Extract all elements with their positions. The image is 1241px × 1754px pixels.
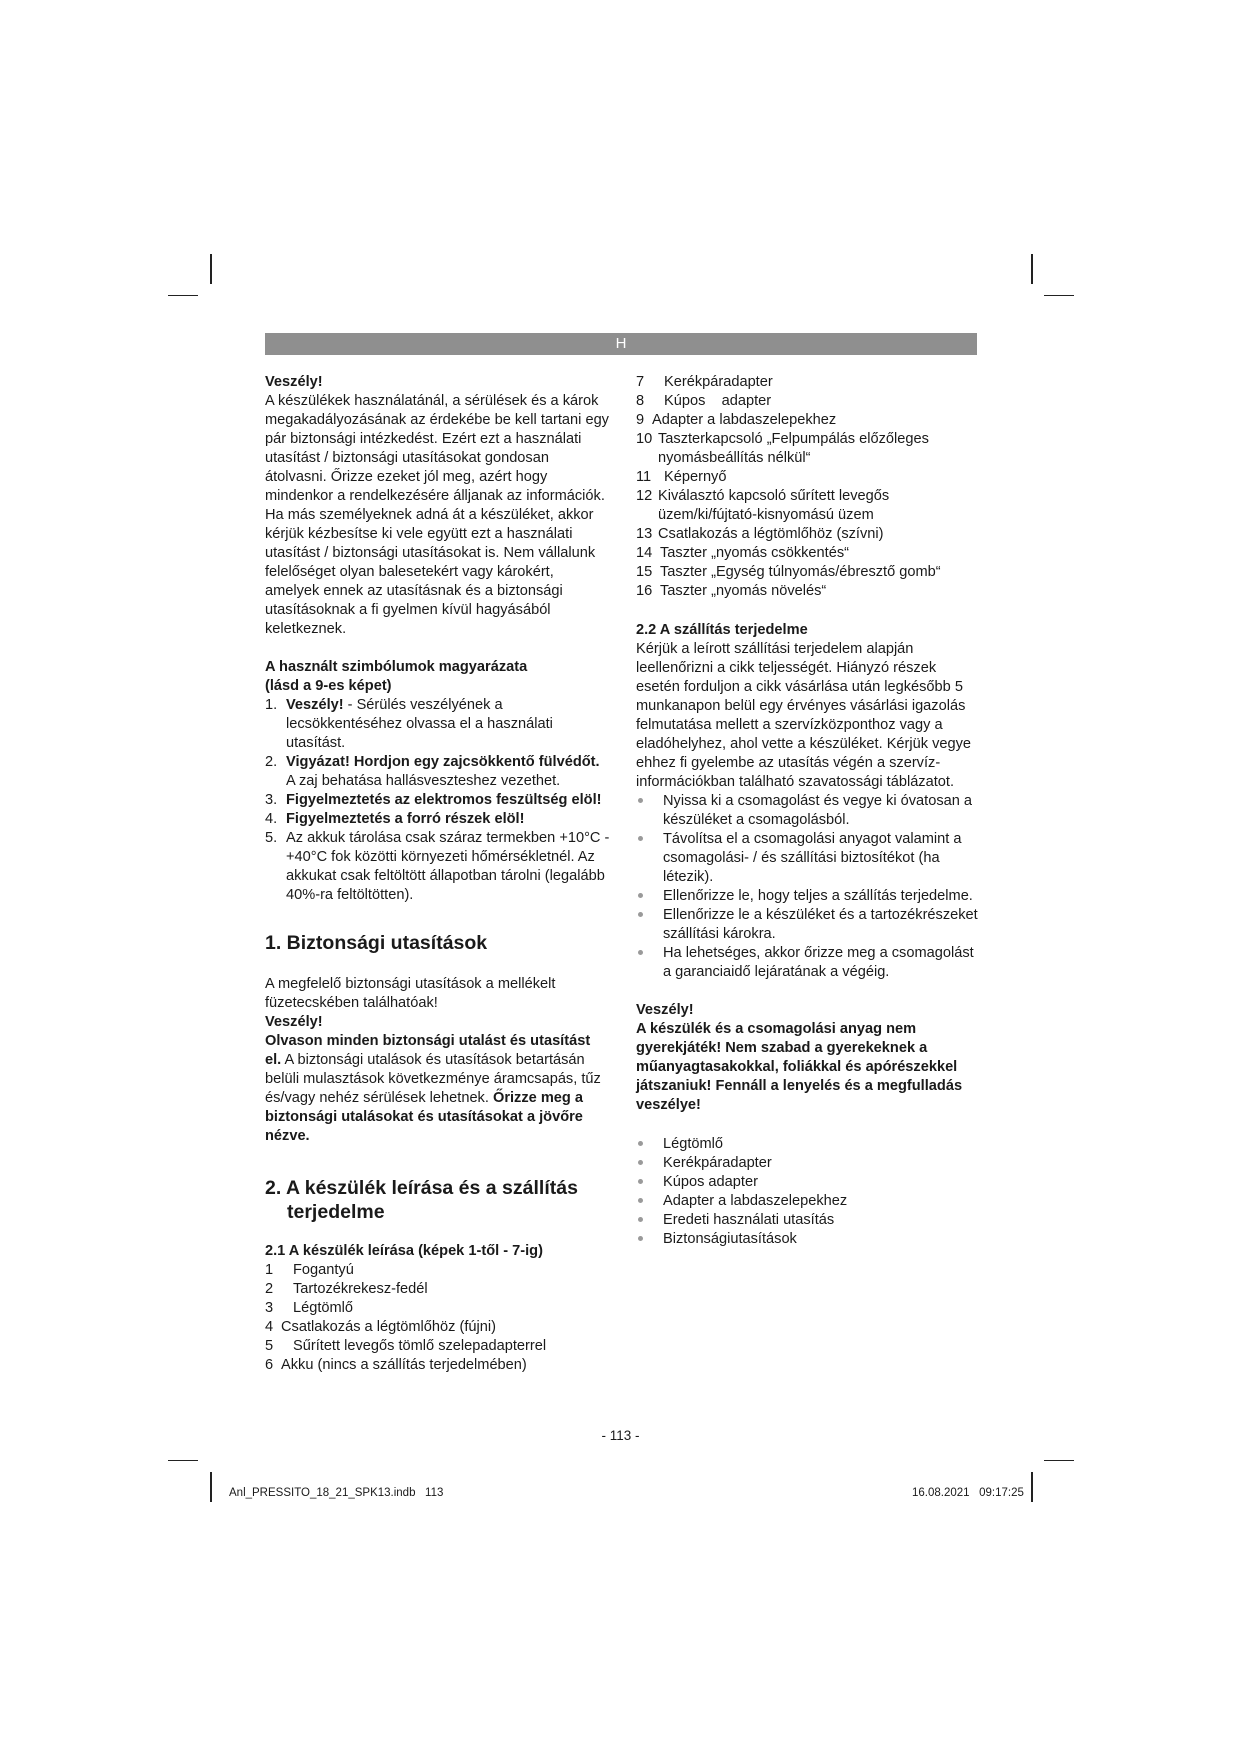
list-item: Kúpos adapter <box>636 1173 981 1192</box>
crop-mark-bottom-right-h <box>1044 1460 1074 1461</box>
language-letter: H <box>615 335 627 352</box>
symbol-item: 4. Figyelmeztetés a forró részek elöl! <box>265 811 525 827</box>
section1-warning: Veszély! <box>265 1014 323 1030</box>
part-item: 14 Taszter „nyomás csökkentés“ <box>636 545 849 561</box>
language-header-bar <box>265 333 977 355</box>
list-item: Ellenőrizze le, hogy teljes a szállítás terjedelme. <box>636 887 981 906</box>
crop-mark-top-left-h <box>168 295 198 296</box>
crop-mark-top-right-v <box>1031 254 1033 284</box>
part-item: 9 Adapter a labdaszelepekhez <box>636 412 837 428</box>
symbol-item: 2. Vigyázat! Hordjon egy zajcsökkentő fülvédőt. A zaj behatása hallásveszteshez vezethet. <box>265 754 600 789</box>
section22-text: Kérjük a leírott szállítási terjedelem alapján leellenőrizni a cikk teljességét. Hiányzó részek esetén forduljon a cikk vásárlása után legkésőbb 5 munkanapon belül egy érvényes vásárlási igazolás felmutatása mellett a szervízközponthoz vagy a eladóhelyhez, ahol vette a készüléket. Kérjük vegye ehhez fi gyelembe az utasítás végén a szervíz-információkban található szavatossági táblázatot. <box>636 641 972 790</box>
symbols-title-line1: A használt szimbólumok magyarázata <box>265 659 528 675</box>
warning-text: A készülékek használatánál, a sérülések és a károk megakadályozásának az érdekébe be kell tartani egy pár biztonsági intézkedést. Ezért ezt a használati utasítást / biztonsági utasításokat gondosan átolvasni. Őrizze ezeket jól meg, azért hogy mindenkor a rendelkezésére álljanak az információk. Ha más személyeknek adná át a készüléket, akkor kérjük kézbesítse ki vele együtt ezt a használati utasítást / biztonsági utasításokat is. Nem vállalunk felelőséget olyan balesetekért vagy károkért, amelyek ennek az utasításnak és a biztonsági utasításoknak a fi gyelmen kívül hagyásából keletkeznek. <box>265 393 609 637</box>
section1-heading: 1. Biztonsági utasítások <box>265 932 488 954</box>
crop-mark-top-left-v <box>210 254 212 284</box>
list-item: Ha lehetséges, akkor őrizze meg a csomagolást a garanciaidő lejáratának a végéig. <box>636 944 981 982</box>
part-item: 7 Kerékpáradapter <box>636 374 773 390</box>
bullet-icon <box>638 912 643 917</box>
bullet-icon <box>638 1217 643 1222</box>
warning-title: Veszély! <box>265 374 323 390</box>
footer-file-name: Anl_PRESSITO_18_21_SPK13.indb 113 <box>229 1487 444 1499</box>
symbols-list <box>265 696 610 905</box>
crop-mark-bottom-left-h <box>168 1460 198 1461</box>
list-item: Kerékpáradapter <box>636 1154 981 1173</box>
delivery-list <box>636 1135 981 1249</box>
part-item: 4 Csatlakozás a légtömlőhöz (fújni) <box>265 1319 496 1335</box>
part-item: 8 Kúpos adapter <box>636 393 772 409</box>
part-item: 2 Tartozékrekesz-fedél <box>265 1281 428 1297</box>
part-item: 5 Sűrített levegős tömlő szelepadapterrel <box>265 1338 547 1354</box>
part-item: 11 Képernyő <box>636 469 727 485</box>
list-item: Távolítsa el a csomagolási anyagot valamint a csomagolási- / és szállítási biztosítékot (ha létezik). <box>636 830 981 887</box>
bullet-icon <box>638 893 643 898</box>
bullet-icon <box>638 1179 643 1184</box>
parts-list-left <box>265 1261 610 1375</box>
bullet-icon <box>638 1160 643 1165</box>
section2-heading: 2. A készülék leírása és a szállítás terjedelme <box>265 1177 578 1223</box>
bullet-icon <box>638 950 643 955</box>
part-item: 6 Akku (nincs a szállítás terjedelmében) <box>265 1357 527 1373</box>
right-column <box>636 373 981 1249</box>
section22-heading: 2.2 A szállítás terjedelme <box>636 622 808 638</box>
part-item: 1 Fogantyú <box>265 1262 354 1278</box>
symbols-title-line2: (lásd a 9-es képet) <box>265 678 392 694</box>
part-item: 3 Légtömlő <box>265 1300 354 1316</box>
list-item: Eredeti használati utasítás <box>636 1211 981 1230</box>
list-item: Biztonságiutasítások <box>636 1230 981 1249</box>
warning2-title: Veszély! <box>636 1002 694 1018</box>
symbol-item: 1. Veszély! - Sérülés veszélyének a lecsökkentéséhez olvassa el a használati utasítást. <box>265 697 553 751</box>
list-item: Légtömlő <box>636 1135 981 1154</box>
symbol-item: 5. Az akkuk tárolása csak száraz termekben +10°C - +40°C fok közötti környezeti hőmérsékletnél. Az akkukat csak feltöltött állapotban tárolni (legalább 40%-ra feltöltötten). <box>265 830 610 903</box>
list-item: Adapter a labdaszelepekhez <box>636 1192 981 1211</box>
part-item: 10 Taszterkapcsoló „Felpumpálás előzőleges nyomásbeállítás nélkül“ <box>636 431 929 466</box>
bullet-icon <box>638 1141 643 1146</box>
section1-text: A megfelelő biztonsági utasítások a mellékelt füzetecskében találhatóak! <box>265 976 556 1011</box>
crop-mark-top-right-h <box>1044 295 1074 296</box>
list-item: Nyissa ki a csomagolást és vegye ki óvatosan a készüléket a csomagolásból. <box>636 792 981 830</box>
section21-heading: 2.1 A készülék leírása (képek 1-től - 7-ig) <box>265 1243 543 1259</box>
part-item: 13 Csatlakozás a légtömlőhöz (szívni) <box>636 526 884 542</box>
parts-list-right <box>636 373 981 601</box>
bullet-icon <box>638 1198 643 1203</box>
warning2-text: A készülék és a csomagolási anyag nem gyerekjáték! Nem szabad a gyerekeknek a műanyagtasakokkal, foliákkal és apórészekkel játszaniuk! Fennáll a lenyelés és a megfulladás veszélye! <box>636 1021 963 1113</box>
list-item: Ellenőrizze le a készüléket és a tartozékrészeket szállítási károkra. <box>636 906 981 944</box>
unpacking-steps <box>636 792 981 982</box>
part-item: 12 Kiválasztó kapcsoló sűrített levegős üzem/ki/fújtató-kisnyomású üzem <box>636 488 890 523</box>
part-item: 15 Taszter „Egység túlnyomás/ébresztő gomb“ <box>636 564 941 580</box>
bullet-icon <box>638 836 643 841</box>
part-item: 16 Taszter „nyomás növelés“ <box>636 583 827 599</box>
symbol-item: 3. Figyelmeztetés az elektromos feszültség elöl! <box>265 792 602 808</box>
page-number: - 113 - <box>601 1428 640 1443</box>
crop-mark-bottom-right-v <box>1031 1472 1033 1502</box>
footer-datetime: 16.08.2021 09:17:25 <box>912 1487 1024 1499</box>
bullet-icon <box>638 1236 643 1241</box>
left-column <box>265 373 610 1375</box>
section1-instructions: Olvason minden biztonsági utalást és utasítást el. A biztonsági utalások és utasítások betartásán belüli mulasztások következménye áramcsapás, tűz és/vagy nehéz sérülések lehetnek. Őrizze meg a biztonsági utalásokat és utasításokat a jövőre nézve. <box>265 1033 601 1144</box>
crop-mark-bottom-left-v <box>210 1472 212 1502</box>
bullet-icon <box>638 798 643 803</box>
